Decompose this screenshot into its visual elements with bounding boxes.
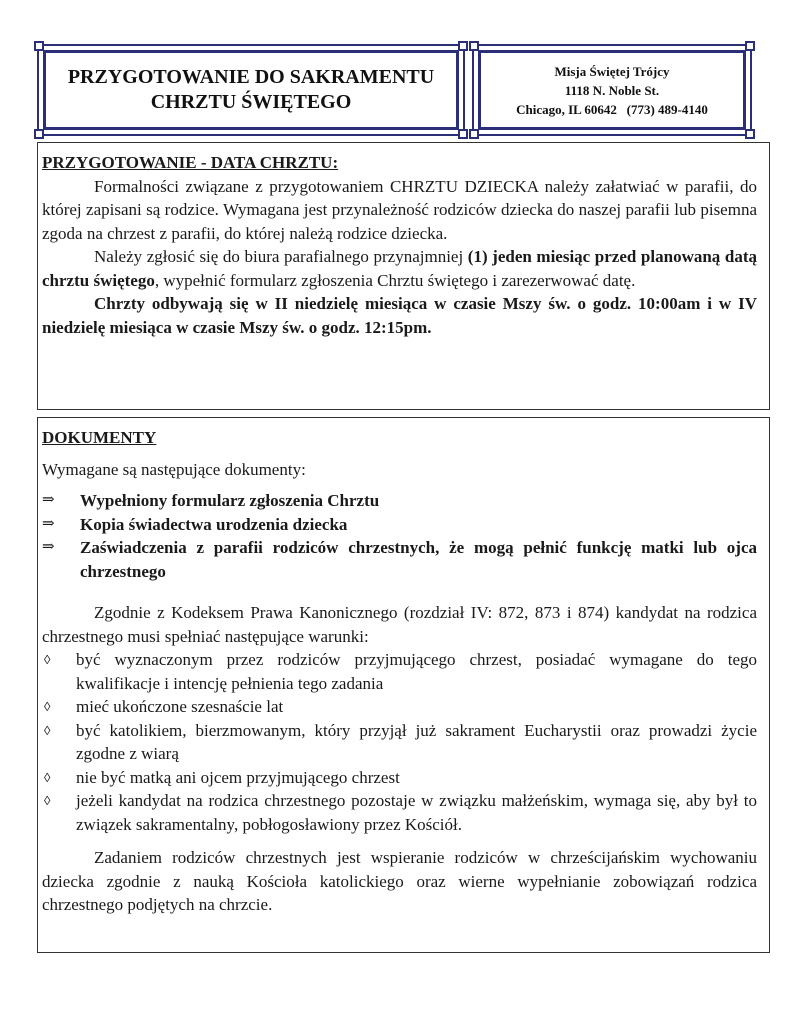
diamond-icon: ◊ bbox=[44, 769, 51, 785]
address-box bbox=[472, 44, 752, 136]
arrow-icon: ⇒ bbox=[42, 515, 55, 532]
closing-paragraph: Zadaniem rodziców chrzestnych jest wspieranie rodziców w chrześcijańskim wychowaniu dziecka zgodnie z nauką Kościoła katolickiego oraz wierne wypełnianie zobowiązań rodzica chrzestnego podjętych na chrzcie. bbox=[42, 848, 757, 914]
title-line-2: CHRZTU ŚWIĘTEGO bbox=[150, 91, 352, 113]
list-item: ⇒ Kopia świadectwa urodzenia dziecka bbox=[42, 513, 757, 537]
documents-heading: DOKUMENTY bbox=[42, 428, 157, 447]
diamond-icon: ◊ bbox=[44, 722, 51, 738]
baptism-schedule: Chrzty odbywają się w II niedzielę miesiąca w czasie Mszy św. o godz. 10:00am i w IV niedzielę miesiąca w czasie Mszy św. o godz. 12:15pm. bbox=[42, 294, 757, 337]
documents-section bbox=[37, 417, 770, 953]
diamond-icon: ◊ bbox=[44, 699, 51, 714]
parish-name: Misja Świętej Trójcy bbox=[554, 63, 670, 79]
p2-text-after: , wypełnić formularz zgłoszenia Chrztu świętego i zarezerwować datę. bbox=[154, 270, 636, 290]
list-item: ◊ jeżeli kandydat na rodzica chrzestnego pozostaje w związku małżeńskim, wymaga się, aby był to związek sakramentalny, pobłogosławiony przez Kościół. bbox=[44, 791, 757, 834]
parish-address bbox=[516, 62, 708, 119]
title-box bbox=[37, 44, 465, 136]
list-item: ⇒ Wypełniony formularz zgłoszenia Chrztu bbox=[42, 489, 757, 513]
p2-text-before: Należy zgłosić się do biura parafialnego przynajmniej bbox=[94, 247, 468, 266]
documents-intro: Wymagane są następujące dokumenty: bbox=[42, 459, 306, 479]
arrow-icon: ⇒ bbox=[42, 539, 55, 555]
parish-city: Chicago, IL 60642 bbox=[516, 101, 617, 117]
list-item: ◊ być wyznaczonym przez rodziców przyjmującego chrzest, posiadać wymagane do tego kwalifikacje i intencję pełnienia tego zadania bbox=[44, 650, 757, 693]
parish-city-phone bbox=[516, 100, 708, 119]
list-item: ⇒ Zaświadczenia z parafii rodziców chrzestnych, że mogą pełnić funkcję matki lub ojca chrzestnego bbox=[42, 538, 757, 581]
title-line-1: PRZYGOTOWANIE DO SAKRAMENTU bbox=[67, 66, 435, 88]
preparation-heading: PRZYGOTOWANIE - DATA CHRZTU: bbox=[42, 153, 339, 172]
diamond-icon: ◊ bbox=[44, 652, 51, 667]
arrow-icon: ⇒ bbox=[42, 492, 55, 508]
canon-law-intro: Zgodnie z Kodeksem Prawa Kanonicznego (rozdział IV: 872, 873 i 874) kandydat na rodzica chrzestnego musi spełniać następujące warunki: bbox=[42, 603, 757, 646]
p2-deadline: (1) jeden miesiąc przed planowaną datą chrztu świętego bbox=[42, 247, 757, 290]
list-item: ◊ mieć ukończone szesnaście lat bbox=[42, 695, 757, 719]
list-item: ◊ nie być matką ani ojcem przyjmującego chrzest bbox=[42, 766, 757, 790]
documents-list bbox=[42, 489, 757, 583]
page-title bbox=[68, 65, 434, 115]
preparation-paragraph-1: Formalności związane z przygotowaniem CHRZTU DZIECKA należy załatwiać w parafii, do której zapisani są rodzice. Wymagana jest przynależność rodziców dziecka do naszej parafii lub pisemna zgoda na chrzest z parafii, do której należą rodzice dziecka. bbox=[42, 176, 757, 243]
conditions-list bbox=[42, 648, 757, 836]
parish-phone: (773) 489-4140 bbox=[626, 101, 708, 117]
list-item: ◊ być katolikiem, bierzmowanym, który przyjął już sakrament Eucharystii oraz prowadzi życie zgodne z wiarą bbox=[44, 720, 757, 763]
parish-street: 1118 N. Noble St. bbox=[564, 82, 660, 98]
preparation-section bbox=[37, 142, 770, 410]
preparation-paragraph-2 bbox=[42, 245, 757, 292]
diamond-icon: ◊ bbox=[44, 793, 51, 808]
